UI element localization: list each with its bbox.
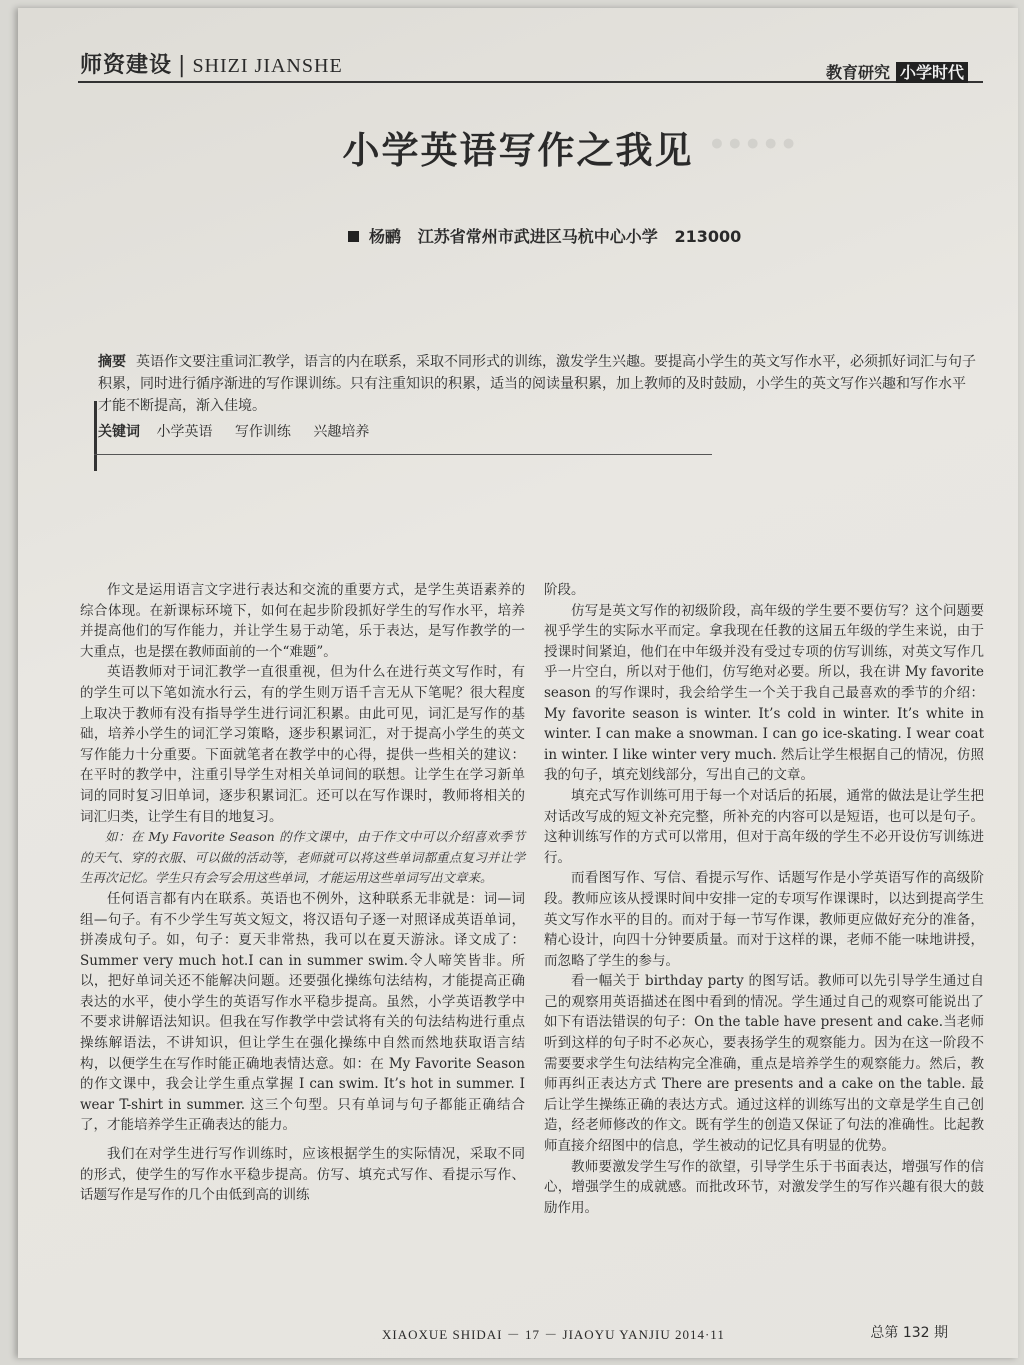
author-affiliation: 江苏省常州市武进区马杭中心小学 <box>417 227 658 246</box>
left-column <box>80 580 525 1206</box>
abstract-text: 英语作文要注重词汇教学，语言的内在联系，采取不同形式的训练，激发学生兴趣。要提高小学生的英文写作水平，必须抓好词汇与句子积累，同时进行循序渐进的写作课训练。只有注重知识的积累，适当的阅读量积累，加上教师的及时鼓励，小学生的英文写作兴趣和写作水平才能不断提高，渐入佳境。 <box>98 354 976 414</box>
issue-number: 总第 132 期 <box>870 1325 948 1341</box>
paragraph: 而看图写作、写信、看提示写作、话题写作是小学英语写作的高级阶段。教师应该从授课时间中安排一定的专项写作课课时，以达到提高学生英文写作水平的目的。而对于每一节写作课，教师更应做好充分的准备，精心设计，向四十分钟要质量。而对于这样的课，老师不能一味地讲授，而忽略了学生的参与。 <box>544 870 984 969</box>
header-separator: | <box>178 53 187 78</box>
journal-page <box>18 8 1018 1358</box>
column-label: 教育研究 <box>825 63 890 82</box>
author-line <box>348 224 741 247</box>
section-title-cn: 师资建设 <box>80 53 173 78</box>
magazine-header <box>826 60 968 83</box>
keywords-label: 关键词 <box>98 424 140 440</box>
keyword-item: 小学英语 <box>156 424 213 440</box>
paragraph: 仿写是英文写作的初级阶段，高年级的学生要不要仿写？这个问题要视乎学生的实际水平而定。拿我现在任教的这届五年级的学生来说，由于授课时间紧迫，他们在中年级并没有受过专项的仿写训练，对英文写作几乎一片空白，所以对于他们，仿写绝对必要。所以，我在讲 My favorite season 的写作课时，我会给学生一个关于我自己最喜欢的季节的介绍：My favorite season is winter. It’s cold in winter. It’s white in winter. I can make a snowman. I can go ice-skating. I wear coat in winter. I like winter very much. 然后让学生根据自己的情况，仿照我的句子，填充划线部分，写出自己的文章。 <box>544 602 984 784</box>
paragraph: 看一幅关于 birthday party 的图写话。教师可以先引导学生通过自己的观察用英语描述在图中看到的情况。学生通过自己的观察可能说出了如下有语法错误的句子：On the table have present and cake.当老师听到这样的句子时不必灰心，要表扬学生的观察能力。因为在这一阶段不需要要求学生句法结构完全准确，重点是培养学生的观察能力。然后，教师再纠正表达方式 There are presents and a cake on the table. 最后让学生操练正确的表达方式。通过这样的训练写出的文章是学生自己创造，经老师修改的作文。既有学生的创造又保证了句法的准确性。比起教师直接介绍图中的信息，学生被动的记忆具有明显的优势。 <box>544 973 984 1155</box>
keyword-item: 兴趣培养 <box>313 424 370 440</box>
paragraph: 我们在对学生进行写作训练时，应该根据学生的实际情况，采取不同的形式，使学生的写作水平稳步提高。仿写、填充式写作、看提示写作、话题写作是写作的几个由低到高的训练 <box>80 1146 525 1204</box>
magazine-name: 小学时代 <box>896 62 968 83</box>
keyword-underline <box>94 454 712 455</box>
right-column <box>544 580 984 1218</box>
abstract <box>98 351 978 417</box>
example-paragraph: 如：在 My Favorite Season 的作文课中，由于作文中可以介绍喜欢季节的天气、穿的衣服、可以做的活动等，老师就可以将这些单词都重点复习并让学生再次记忆。学生只有会写会用这些单词，才能运用这些单词写出文章来。 <box>80 829 525 886</box>
keywords <box>98 421 387 441</box>
section-header <box>80 48 343 79</box>
paragraph: 阶段。 <box>544 582 585 598</box>
abstract-label: 摘要 <box>98 354 126 370</box>
paragraph: 教师要激发学生写作的欲望，引导学生乐于书面表达，增强写作的信心，增强学生的成就感。而批改环节，对激发学生的写作兴趣有很大的鼓励作用。 <box>544 1158 984 1216</box>
author-name: 杨鹂 <box>369 227 402 246</box>
postcode: 213000 <box>674 227 742 246</box>
section-title-en: SHIZI JIANSHE <box>192 55 343 77</box>
square-bullet-icon <box>348 231 359 242</box>
bleed-through-text: ••••• <box>708 128 798 161</box>
keyword-item: 写作训练 <box>234 424 291 440</box>
paragraph: 英语教师对于词汇教学一直很重视，但为什么在进行英文写作时，有的学生可以下笔如流水行云，有的学生则万语千言无从下笔呢？很大程度上取决于教师有没有指导学生进行词汇积累。由此可见，词汇是写作的基础，培养小学生的词汇学习策略，逐步积累词汇，对于提高小学生的英文写作能力十分重要。下面就笔者在教学中的心得，提供一些相关的建议：在平时的教学中，注重引导学生对相关单词间的联想。让学生在学习新单词的同时复习旧单词，逐步积累词汇。还可以在写作课时，教师将相关的词汇归类，让学生有目的地复习。 <box>80 664 525 825</box>
page-footer: XIAOXUE SHIDAI － 17 － JIAOYU YANJIU 2014·11 <box>382 1327 725 1342</box>
paragraph: 填充式写作训练可用于每一个对话后的拓展，通常的做法是让学生把对话改写成的短文补充完整，所补充的内容可以是短语，也可以是句子。这种训练写作的方式可以常用，但对于高年级的学生不必开设仿写训练进行。 <box>544 787 984 866</box>
paragraph: 任何语言都有内在联系。英语也不例外，这种联系无非就是：词—词组—句子。有不少学生写英文短文，将汉语句子逐一对照译成英语单词，拼凑成句子。如，句子：夏天非常热，我可以在夏天游泳。译文成了：Summer very much hot.I can in summer swim.令人啼笑皆非。所以，把好单词关还不能解决问题。还要强化操练句法结构，才能提高正确表达的水平，使小学生的英语写作水平稳步提高。虽然，小学英语教学中不要求讲解语法知识。但我在写作教学中尝试将有关的句法结构进行重点操练解语法，不讲知识，但让学生在强化操练中自然而然地获取语言结构，以便学生在写作时能正确地表情达意。如：在 My Favorite Season 的作文课中，我会让学生重点掌握 I can swim. It’s hot in summer. I wear T-shirt in summer. 这三个句型。只有单词与句子都能正确结合了，才能培养学生正确表达的能力。 <box>80 890 525 1134</box>
article-title: 小学英语写作之我见 <box>342 128 694 172</box>
paragraph: 作文是运用语言文字进行表达和交流的重要方式，是学生英语素养的综合体现。在新课标环境下，如何在起步阶段抓好学生的写作水平，培养并提高他们的写作能力，并让学生易于动笔，乐于表达，是写作教学的一大重点，也是摆在教师面前的一个“难题”。 <box>80 582 525 660</box>
keyword-sidebar-rule <box>94 401 97 471</box>
